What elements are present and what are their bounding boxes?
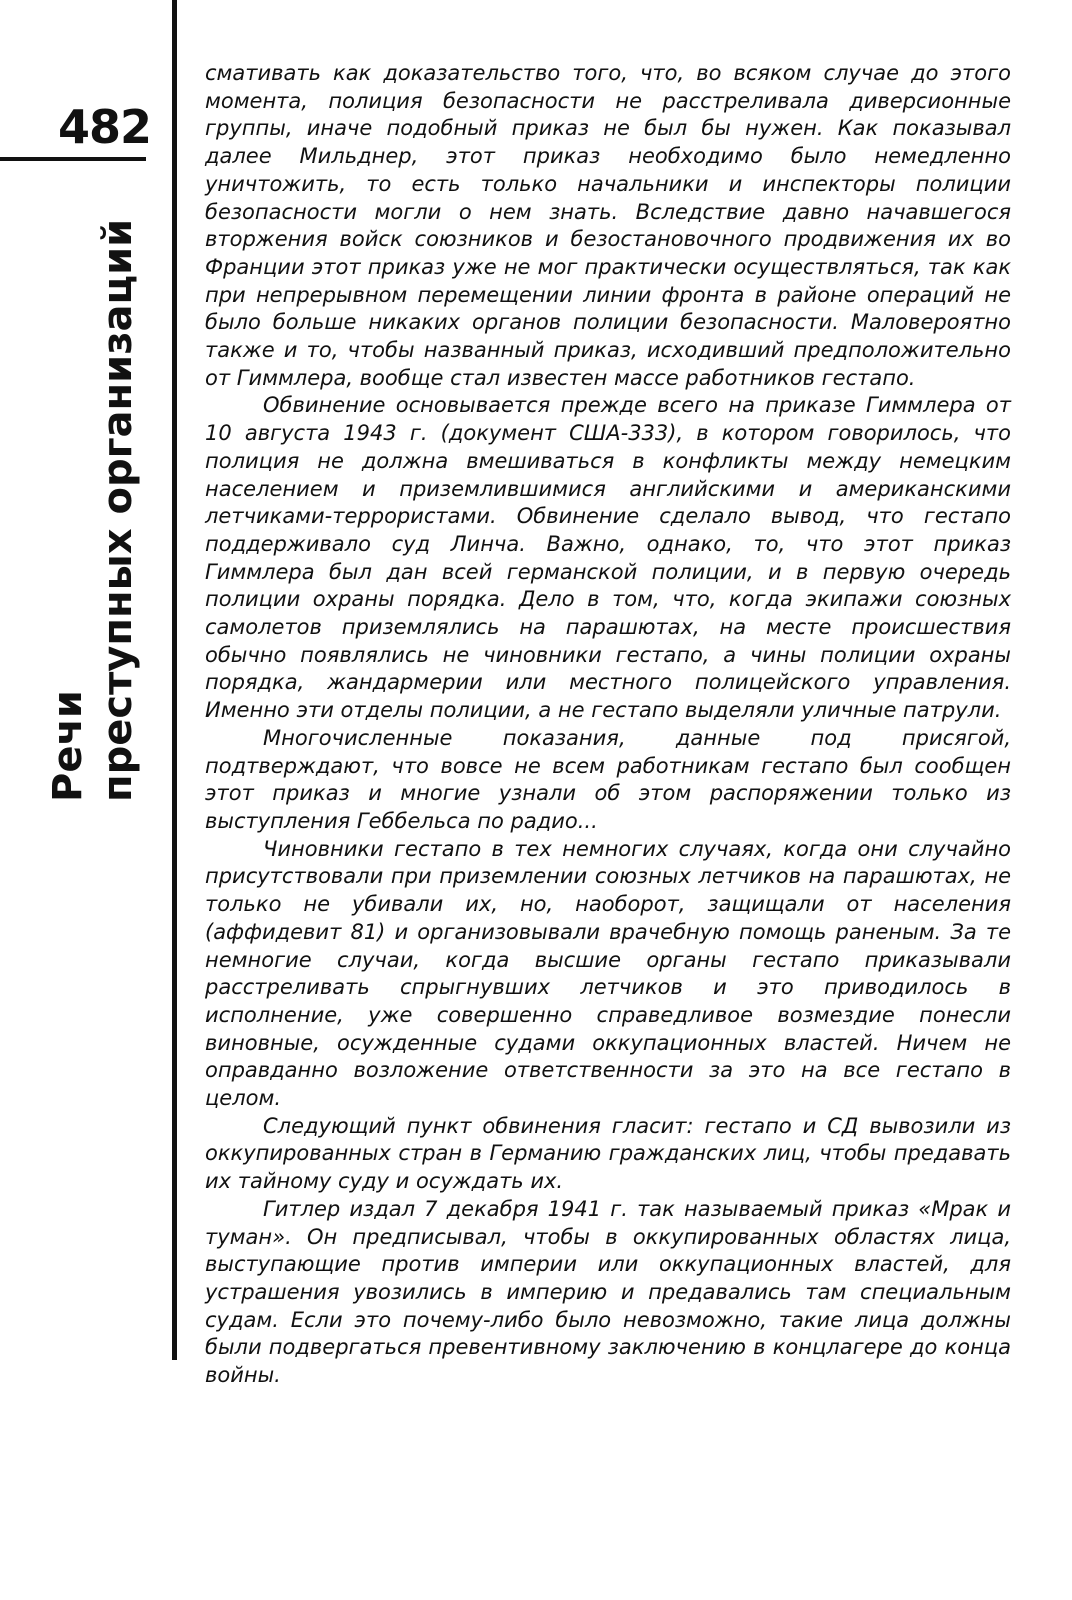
paragraph: Следующий пункт обвинения гласит: гестапо и СД вывозили из оккупированных стран в Германию гражданских лиц, чтобы предавать их тайному суду и осуждать их. [205, 1113, 1011, 1194]
paragraph: Многочисленные показания, данные под присягой, подтверждают, что вовсе не всем работникам гестапо был сообщен этот приказ и многие узнали об этом распоряжении только из выступления Геббельса по радио... [205, 725, 1011, 833]
paragraph: Чиновники гестапо в тех немногих случаях, когда они случайно присутствовали при приземлении союзных летчиков на парашютах, не только не убивали их, но, наоборот, защищали от населения (аффидевит 81) и организовывали врачебную помощь раненым. За те немногие случаи, когда высшие органы гестапо приказывали расстреливать спрыгнувших летчиков и это приводилось в исполнение, уже совершенно справедливое возмездие понесли виновные, осужденные судами оккупационных властей. Ничем не оправданно возложение ответственности за это на все гестапо в целом. [205, 836, 1011, 1111]
running-head-line-2: преступных организаций [95, 218, 141, 802]
page-number: 482 [58, 100, 152, 154]
paragraph: Обвинение основывается прежде всего на приказе Гиммлера от 10 августа 1943 г. (документ США-333), в котором говорилось, что полиция не должна вмешиваться в конфликты между немецким населением и приземлившимися английскими и американскими летчиками-террористами. Обвинение сделало вывод, что гестапо поддерживало суд Линча. Важно, однако, то, что этот приказ Гиммлера был дан всей германской полиции, и в первую очередь полиции охраны порядка. Дело в том, что, когда экипажи союзных самолетов приземлялись на парашютах, на месте происшествия обычно появлялись не чиновники гестапо, а чины полиции охраны порядка, жандармерии или местного полицейского управления. Именно эти отделы полиции, а не гестапо выделяли уличные патрули. [205, 393, 1011, 723]
vertical-rule [172, 0, 177, 1360]
running-head [43, 122, 153, 802]
margin-column [0, 0, 176, 1600]
paragraph: Гитлер издал 7 декабря 1941 г. так называемый приказ «Мрак и туман». Он предписывал, чтобы в оккупированных областях лица, выступающие против империи или оккупационных властей, для устрашения увозились в империю и предавались там специальным судам. Если это почему-либо было невозможно, такие лица должны были подвергаться превентивному заключению в концлагере до конца войны. [205, 1196, 1011, 1388]
paragraph: смативать как доказательство того, что, во всяком случае до этого момента, полиция безопасности не расстреливала диверсионные группы, иначе подобный приказ не был бы нужен. Как показывал далее Мильднер, этот приказ необходимо было немедленно уничтожить, то есть только начальники и инспекторы полиции безопасности могли о нем знать. Вследствие давно начавшегося вторжения войск союзников и безостановочного продвижения их во Франции этот приказ уже не мог практически осуществляться, так как при непрерывном перемещении линии фронта в районе операций не было больше никаких органов полиции безопасности. Маловероятно также и то, чтобы названный приказ, исходивший предположительно от Гиммлера, вообще стал известен массе работников гестапо. [205, 61, 1011, 390]
running-head-line-1: Речи [45, 690, 91, 802]
body-text [205, 60, 1011, 1390]
